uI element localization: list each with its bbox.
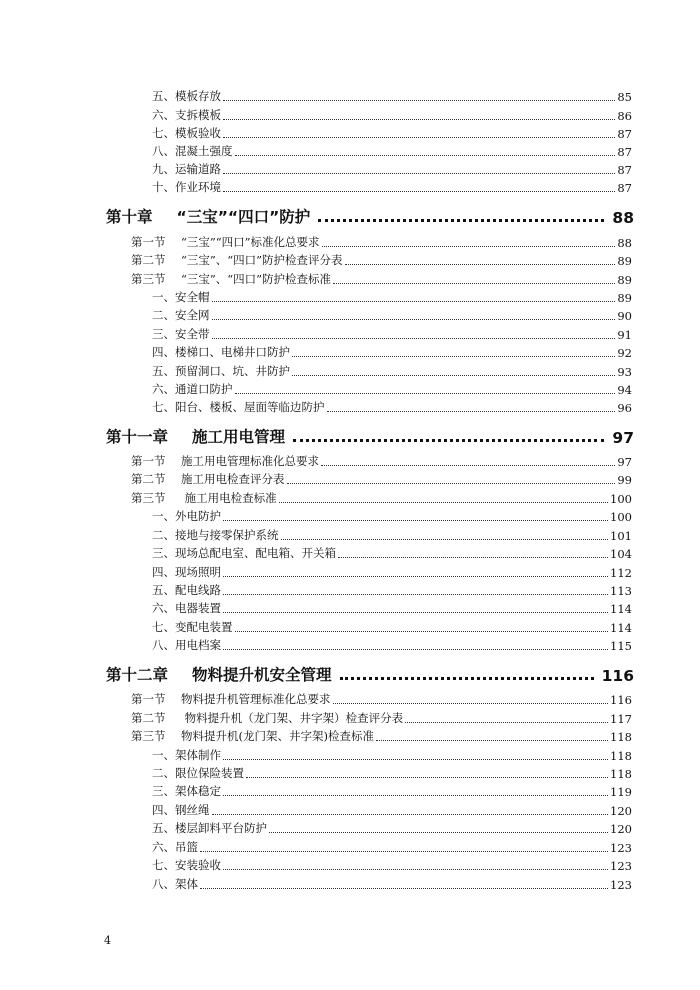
toc-entry-label: 六、吊篮 [152,840,198,854]
toc-item [152,876,632,892]
toc-entry-page: 87 [617,181,632,195]
dot-leader [223,519,608,521]
toc-entry-page: 96 [617,401,632,415]
toc-item [152,326,632,342]
toc-entry-label: 物料提升机（龙门架、井字架）检查评分表 [181,711,404,725]
dot-leader [223,190,615,192]
toc-entry-label: 五、预留洞口、坑、井防护 [152,364,290,378]
toc-entry-label: 八、架体 [152,877,198,891]
dot-leader [340,676,594,680]
toc-chapter [106,425,634,447]
toc-entry-label: 施工用电管理 [192,428,286,446]
toc-entry-page: 87 [617,145,632,159]
toc-entry-number: 第一节 [131,692,166,706]
toc-item [152,107,632,123]
toc-entry-page: 97 [612,429,634,447]
toc-entry-label: 五、配电线路 [152,583,221,597]
toc-entry-page: 88 [612,209,634,227]
dot-leader [212,813,609,815]
toc-entry-label: 物料提升机管理标准化总要求 [181,692,331,706]
dot-leader [292,374,615,376]
toc-item [152,564,632,580]
dot-leader [287,482,616,484]
toc-entry-page: 113 [610,584,632,598]
dot-leader [223,172,615,174]
dot-leader [223,118,615,120]
toc-item [152,161,632,177]
toc-entry-label: 一、安全帽 [152,290,210,304]
toc-entry-label: 七、阳台、楼板、屋面等临边防护 [152,400,325,414]
toc-entry-label: 施工用电检查评分表 [181,472,285,486]
toc-entry-page: 87 [617,127,632,141]
toc-entry-page: 116 [601,667,634,685]
toc-entry-page: 118 [610,749,632,763]
toc-entry-label: 四、楼梯口、电梯井口防护 [152,345,290,359]
toc-item [152,381,632,397]
toc-item [152,289,632,305]
toc-entry-label: 三、现场总配电室、配电箱、开关箱 [152,546,336,560]
toc-section [131,453,632,469]
toc-entry-number: 第十二章 [106,666,169,684]
toc-entry-page: 120 [610,804,632,818]
toc-entry-number: 第二节 [131,711,166,725]
toc-entry-label: 六、电器装置 [152,601,221,615]
toc-item [152,820,632,836]
toc-entry-page: 123 [610,841,632,855]
toc-entry-page: 86 [617,109,632,123]
dot-leader [223,758,608,760]
dot-leader [333,702,609,704]
toc-section [131,728,632,744]
toc-item [152,582,632,598]
toc-item [152,637,632,653]
dot-leader [223,136,615,138]
dot-leader [223,794,608,796]
toc-entry-label: 八、用电档案 [152,638,221,652]
toc-entry-page: 99 [617,473,632,487]
toc-entry-page: 119 [610,785,632,799]
dot-leader [223,99,615,101]
dot-leader [279,501,608,503]
toc-item [152,307,632,323]
dot-leader [223,575,608,577]
dot-leader [212,300,616,302]
toc-entry-label: 施工用电检查标准 [181,491,277,505]
dot-leader [235,154,616,156]
toc-entry-label: 施工用电管理标准化总要求 [181,454,319,468]
toc-entry-page: 89 [617,291,632,305]
toc-entry-page: 120 [610,822,632,836]
toc-entry-number: 第十一章 [106,428,169,446]
toc-section [131,252,632,268]
toc-entry-page: 118 [610,767,632,781]
toc-entry-label: “三宝”“四口”标准化总要求 [181,235,320,249]
dot-leader [212,337,616,339]
toc-entry-page: 115 [610,639,632,653]
toc-entry-page: 88 [617,236,632,250]
toc-entry-label: 物料提升机安全管理 [192,666,332,684]
toc-item [152,363,632,379]
dot-leader [318,218,604,222]
toc-item [152,619,632,635]
toc-item [152,344,632,360]
toc-section [131,490,632,506]
dot-leader [235,392,616,394]
toc-entry-label: 八、混凝土强度 [152,144,233,158]
toc-entry-page: 89 [617,273,632,287]
toc-entry-page: 100 [610,510,632,524]
toc-entry-page: 94 [617,383,632,397]
toc-entry-number: 第一节 [131,235,166,249]
toc-entry-page: 118 [610,730,632,744]
toc-entry-label: 三、架体稳定 [152,784,221,798]
dot-leader [223,868,608,870]
dot-leader [235,630,609,632]
toc-entry-page: 91 [617,328,632,342]
toc-entry-number: 第一节 [131,454,166,468]
toc-entry-number: 第十章 [106,208,153,226]
toc-entry-page: 123 [610,878,632,892]
dot-leader [281,538,609,540]
dot-leader [338,556,608,558]
toc-chapter [106,663,634,685]
toc-entry-label: 物料提升机(龙门架、井字架)检查标准 [181,729,374,743]
toc-section [131,234,632,250]
toc-entry-label: 一、架体制作 [152,748,221,762]
toc-item [152,399,632,415]
toc-entry-label: 四、钢丝绳 [152,803,210,817]
toc-section [131,691,632,707]
toc-entry-label: 十、作业环境 [152,180,221,194]
toc-entry-label: 九、运输道路 [152,162,221,176]
toc-item [152,765,632,781]
toc-entry-page: 85 [617,90,632,104]
toc-entry-page: 114 [610,602,632,616]
toc-entry-number: 第三节 [131,729,166,743]
toc-entry-number: 第三节 [131,272,166,286]
toc-item [152,527,632,543]
toc-entry-label: “三宝”、“四口”防护检查评分表 [181,253,343,267]
dot-leader [212,318,616,320]
toc-item [152,179,632,195]
toc-entry-label: 五、模板存放 [152,89,221,103]
dot-leader [405,721,608,723]
dot-leader [269,831,608,833]
toc-entry-number: 第二节 [131,253,166,267]
toc-entry-page: 97 [617,455,632,469]
toc-item [152,783,632,799]
dot-leader [223,611,608,613]
dot-leader [321,464,615,466]
toc-entry-label: 一、外电防护 [152,509,221,523]
toc-entry-page: 100 [610,492,632,506]
dot-leader [333,282,615,284]
toc-item [152,508,632,524]
toc-chapter [106,205,634,227]
dot-leader [376,739,608,741]
toc-entry-label: 二、安全网 [152,308,210,322]
toc-entry-page: 101 [610,529,632,543]
toc-entry-label: 二、限位保险装置 [152,766,244,780]
toc-entry-label: 七、模板验收 [152,126,221,140]
dot-leader [223,593,608,595]
toc-entry-label: 七、变配电装置 [152,620,233,634]
toc-entry-label: 三、安全带 [152,327,210,341]
toc-entry-page: 116 [610,693,632,707]
toc-entry-page: 89 [617,254,632,268]
dot-leader [292,355,615,357]
toc-entry-label: “三宝”、“四口”防护检查标准 [181,272,332,286]
toc-item [152,802,632,818]
toc-entry-page: 90 [617,309,632,323]
dot-leader [200,850,608,852]
toc-item [152,839,632,855]
toc-entry-page: 123 [610,859,632,873]
toc-entry-page: 93 [617,365,632,379]
toc-entry-number: 第三节 [131,491,166,505]
toc-entry-page: 112 [610,566,632,580]
toc-entry-label: 五、楼层卸料平台防护 [152,821,267,835]
toc-item [152,88,632,104]
toc-section [131,710,632,726]
toc-item [152,545,632,561]
dot-leader [322,245,616,247]
page-number: 4 [104,934,111,947]
dot-leader [345,263,616,265]
dot-leader [246,776,608,778]
toc-item [152,857,632,873]
toc-entry-page: 92 [617,346,632,360]
dot-leader [223,648,608,650]
toc-entry-page: 104 [610,547,632,561]
dot-leader [200,887,608,889]
toc-section [131,471,632,487]
toc-entry-page: 117 [610,712,632,726]
toc-item [152,143,632,159]
dot-leader [327,410,616,412]
dot-leader [293,438,604,442]
toc-section [131,271,632,287]
toc-entry-label: 六、支拆模板 [152,108,221,122]
toc-entry-label: 六、通道口防护 [152,382,233,396]
toc-item [152,600,632,616]
toc-entry-page: 87 [617,163,632,177]
toc-entry-label: “三宝”“四口”防护 [176,208,311,226]
toc-entry-page: 114 [610,621,632,635]
toc-entry-label: 二、接地与接零保护系统 [152,528,279,542]
toc-item [152,125,632,141]
toc-entry-label: 四、现场照明 [152,565,221,579]
toc-entry-label: 七、安装验收 [152,858,221,872]
toc-entry-number: 第二节 [131,472,166,486]
toc-item [152,747,632,763]
